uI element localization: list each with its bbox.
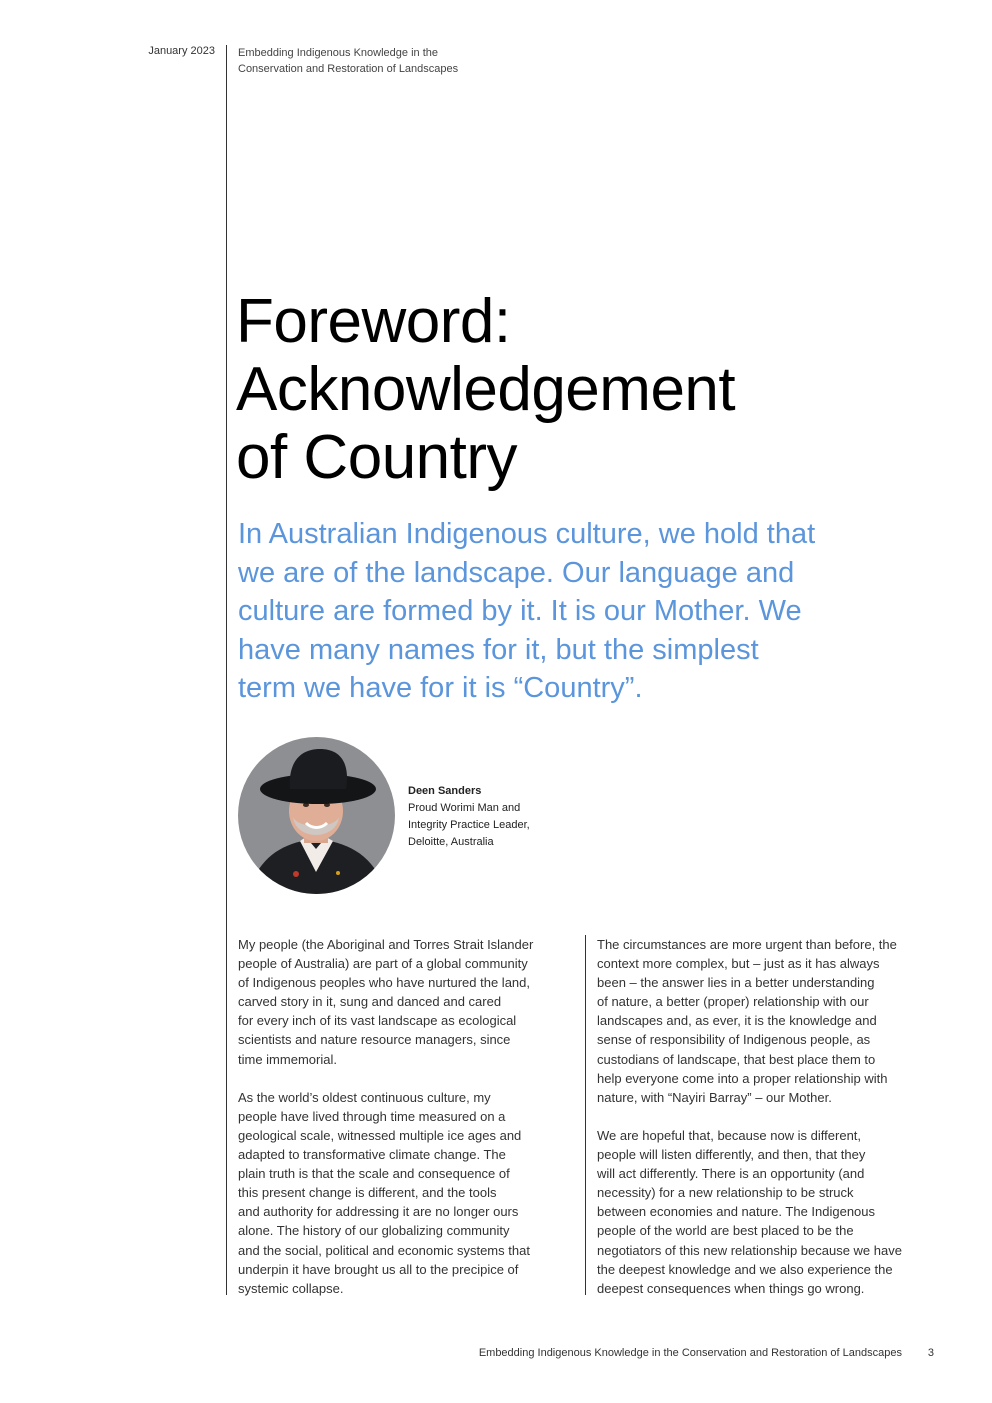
author-role-line: Proud Worimi Man and xyxy=(408,802,521,814)
body-line: landscapes and, as ever, it is the knowledge and xyxy=(597,1013,877,1029)
body-line: been – the answer lies in a better understanding xyxy=(597,975,875,991)
page-title-line: Acknowledgement xyxy=(236,355,736,424)
column-divider-line xyxy=(585,935,586,1295)
header-date: January 2023 xyxy=(148,45,215,57)
body-line: As the world’s oldest continuous culture, my xyxy=(238,1089,491,1105)
page-title xyxy=(236,288,735,492)
author-role-line: Integrity Practice Leader, xyxy=(408,819,530,831)
body-line: will act differently. There is an opportunity (and xyxy=(597,1166,865,1182)
body-line: adapted to transformative climate change. The xyxy=(238,1147,506,1163)
body-line: the deepest knowledge and we also experience the xyxy=(597,1261,893,1277)
header-title-line: Conservation and Restoration of Landscapes xyxy=(238,63,459,75)
lead-quote-line: we are of the landscape. Our language and xyxy=(238,556,795,589)
header-title-line: Embedding Indigenous Knowledge in the xyxy=(238,47,438,59)
body-line: for every inch of its vast landscape as ecological xyxy=(238,1013,517,1029)
body-line: of nature, a better (proper) relationship with our xyxy=(597,994,869,1010)
body-line: nature, with “Nayiri Barray” – our Mother. xyxy=(597,1089,832,1105)
author-role-line: Deloitte, Australia xyxy=(408,836,494,848)
body-line: plain truth is that the scale and consequence of xyxy=(238,1166,510,1182)
body-line: alone. The history of our globalizing community xyxy=(238,1223,510,1239)
body-line: geological scale, witnessed multiple ice ages and xyxy=(238,1127,522,1143)
body-line: negotiators of this new relationship because we have xyxy=(597,1242,902,1258)
body-line: context more complex, but – just as it has always xyxy=(597,956,880,972)
body-line: and the social, political and economic systems that xyxy=(238,1242,530,1258)
body-line: My people (the Aboriginal and Torres Strait Islander xyxy=(238,937,534,952)
page-title-line: Foreword: xyxy=(236,287,511,356)
body-column-right xyxy=(597,935,942,1317)
author-name: Deen Sanders xyxy=(408,785,482,797)
body-line: necessity) for a new relationship to be struck xyxy=(597,1185,854,1201)
header-document-title xyxy=(238,45,538,77)
body-column-left xyxy=(238,935,578,1317)
body-line: We are hopeful that, because now is different, xyxy=(597,1127,862,1143)
lead-quote-line: In Australian Indigenous culture, we hold that xyxy=(238,518,816,550)
body-paragraph xyxy=(238,1088,578,1298)
author-portrait xyxy=(238,737,395,894)
left-rule-line xyxy=(226,45,227,1295)
body-line: people have lived through time measured on a xyxy=(238,1108,506,1124)
body-line: this present change is different, and the tools xyxy=(238,1185,497,1201)
body-line: people will listen differently, and then, that they xyxy=(597,1147,866,1163)
page-number: 3 xyxy=(927,1347,934,1359)
body-line: between economies and nature. The Indigenous xyxy=(597,1204,876,1220)
body-line: of Indigenous peoples who have nurtured the land, xyxy=(238,975,530,991)
body-line: people of the world are best placed to be the xyxy=(597,1223,854,1239)
footer-document-title: Embedding Indigenous Knowledge in the Conservation and Restoration of Landscapes xyxy=(478,1347,902,1359)
lead-quote-line: term we have for it is “Country”. xyxy=(238,672,643,704)
body-line: deepest consequences when things go wrong. xyxy=(597,1280,865,1296)
body-paragraph xyxy=(238,935,578,1069)
body-line: help everyone come into a proper relationship with xyxy=(597,1070,888,1086)
body-line: and authority for addressing it are no longer ours xyxy=(238,1204,519,1220)
lead-quote-line: have many names for it, but the simplest xyxy=(238,633,759,666)
body-line: sense of responsibility of Indigenous people, as xyxy=(597,1032,871,1048)
body-line: custodians of landscape, that best place them to xyxy=(597,1051,876,1067)
body-line: time immemorial. xyxy=(238,1051,337,1067)
author-portrait-illustration xyxy=(238,737,395,894)
body-line: underpin it have brought us all to the precipice of xyxy=(238,1261,519,1277)
author-caption xyxy=(408,783,530,851)
page-title-line: of Country xyxy=(236,423,518,492)
body-line: carved story in it, sung and danced and cared xyxy=(238,994,502,1010)
body-line: The circumstances are more urgent than before, the xyxy=(597,937,897,952)
body-paragraph xyxy=(597,1126,942,1298)
body-paragraph xyxy=(597,935,942,1107)
lead-quote-line: culture are formed by it. It is our Mother. We xyxy=(238,595,802,627)
lead-quote xyxy=(238,515,918,708)
body-line: scientists and nature resource managers, since xyxy=(238,1032,511,1048)
body-line: systemic collapse. xyxy=(238,1280,344,1296)
body-line: people of Australia) are part of a global community xyxy=(238,956,528,972)
